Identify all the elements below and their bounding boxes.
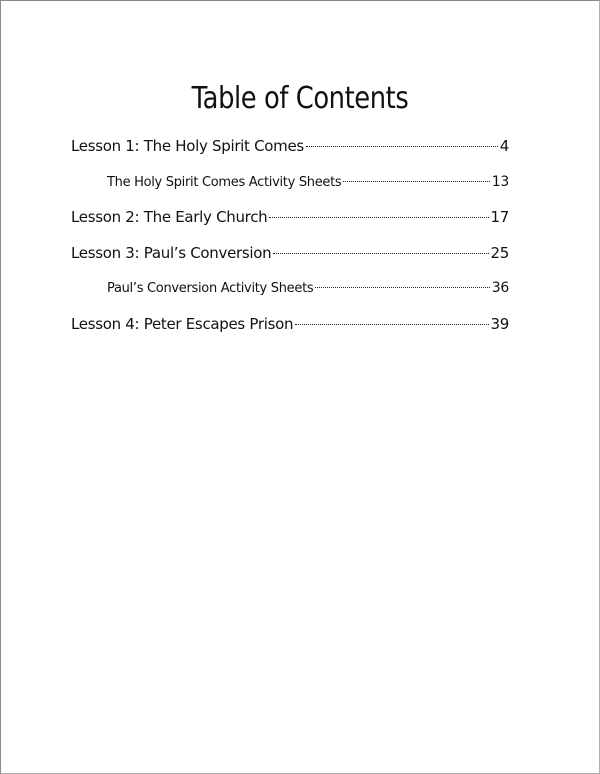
toc-entry-lesson-3 xyxy=(71,236,509,272)
dot-leader xyxy=(295,324,488,325)
toc-entry-label: Paul’s Conversion Activity Sheets xyxy=(107,281,314,296)
table-of-contents xyxy=(71,129,509,342)
toc-entry-lesson-1 xyxy=(71,129,509,165)
page-title: Table of Contents xyxy=(191,81,409,116)
toc-entry-label: The Holy Spirit Comes Activity Sheets xyxy=(107,174,342,190)
toc-entry-label: Lesson 4: Peter Escapes Prison xyxy=(71,314,294,333)
toc-entry-label: Lesson 1: The Holy Spirit Comes xyxy=(71,137,304,155)
toc-entry-page-number: 36 xyxy=(491,280,509,296)
toc-entry-page-number: 17 xyxy=(490,208,509,226)
toc-entry-page-number: 39 xyxy=(490,314,509,333)
dot-leader xyxy=(269,217,488,218)
toc-entry-page-number: 4 xyxy=(499,137,509,155)
toc-entry-label: Lesson 3: Paul’s Conversion xyxy=(71,243,272,262)
toc-entry-activity-sheets-3 xyxy=(71,271,509,307)
toc-entry-page-number: 25 xyxy=(490,243,509,262)
dot-leader xyxy=(306,146,498,147)
dot-leader xyxy=(273,253,488,254)
toc-entry-lesson-4 xyxy=(71,307,509,343)
dot-leader xyxy=(343,181,489,182)
toc-entry-activity-sheets-1 xyxy=(71,165,509,201)
toc-entry-page-number: 13 xyxy=(491,173,509,190)
toc-entry-lesson-2 xyxy=(71,200,509,236)
toc-entry-label: Lesson 2: The Early Church xyxy=(71,208,268,226)
dot-leader xyxy=(315,287,489,288)
